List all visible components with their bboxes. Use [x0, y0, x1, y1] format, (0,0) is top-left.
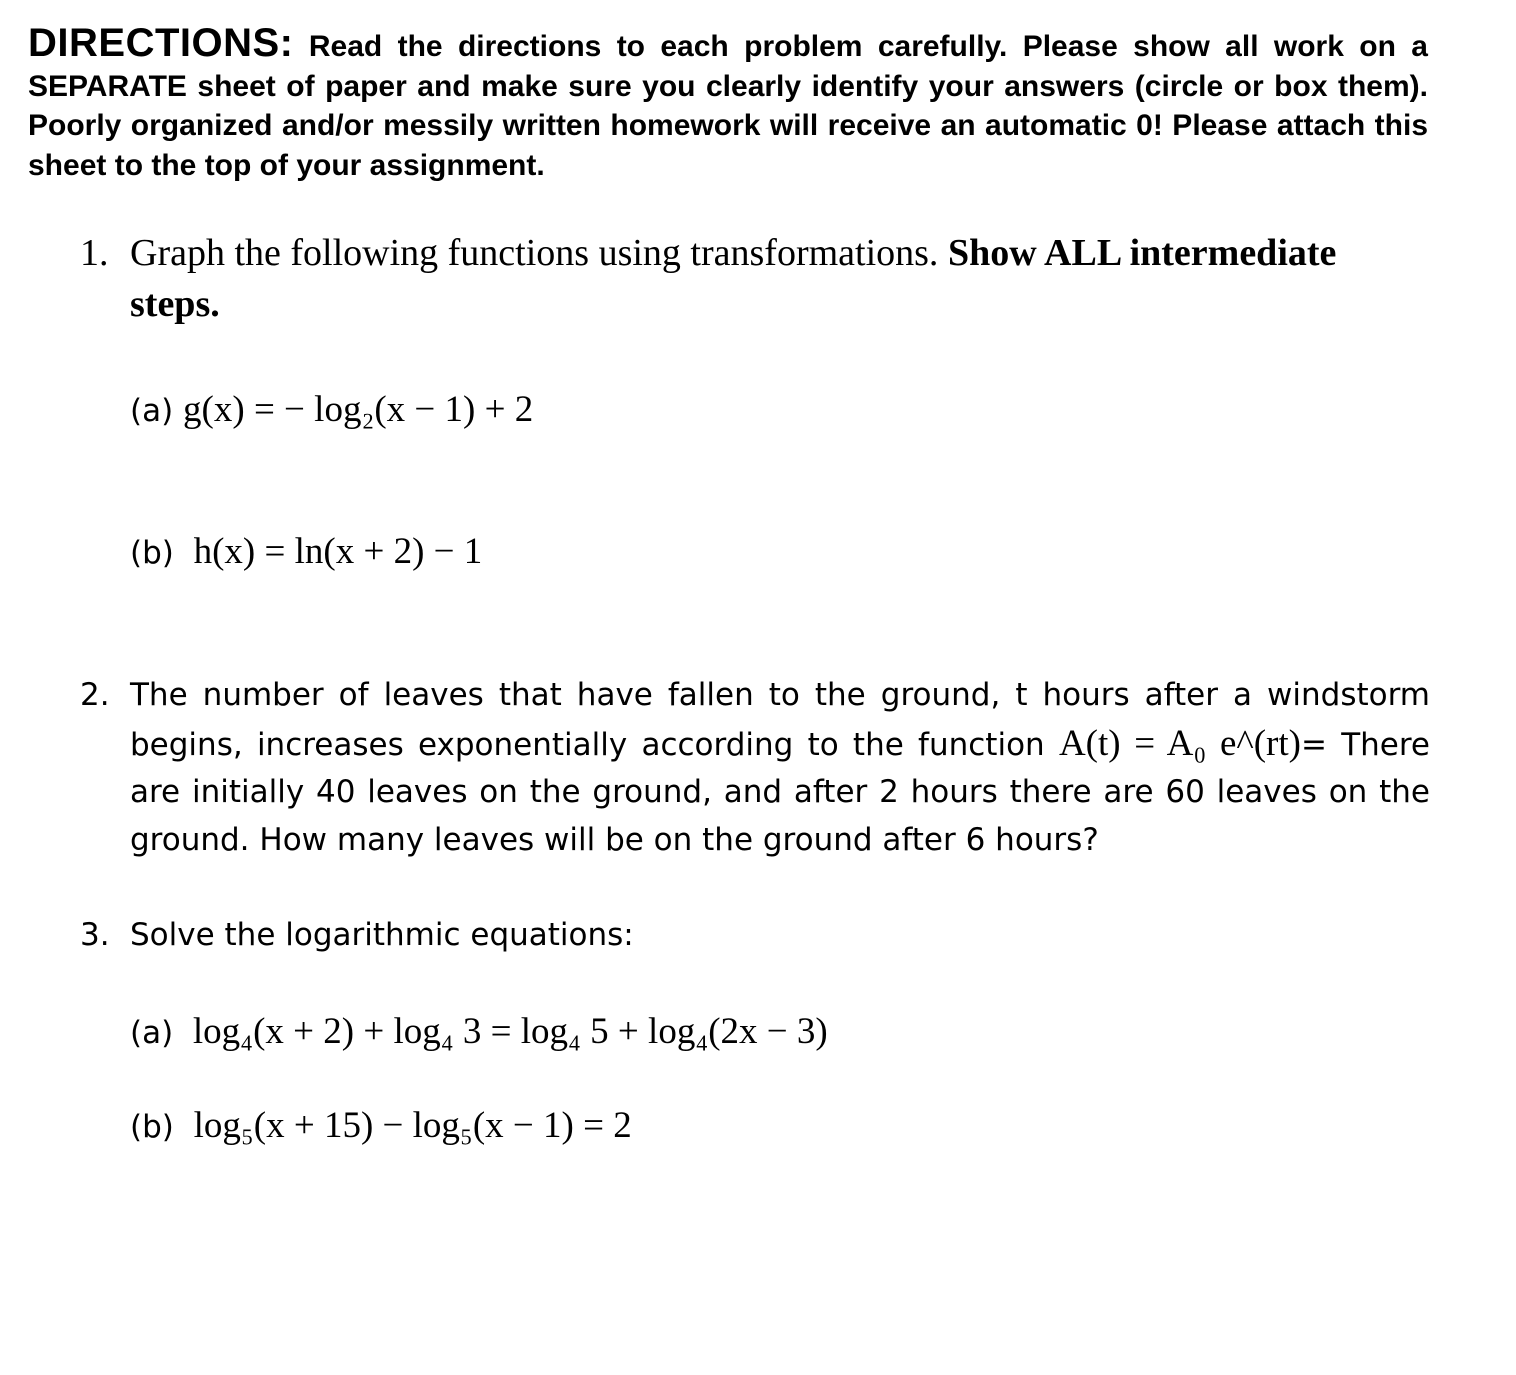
problem-3-number: 3.	[80, 917, 110, 953]
problem-1-bold-text: Show ALL intermediate steps.	[130, 232, 1337, 325]
problem-1b-expression: h(x) = ln(x + 2) − 1	[193, 531, 483, 572]
problem-2	[80, 672, 1430, 864]
problem-3	[80, 912, 1430, 959]
problem-3a	[130, 1010, 828, 1053]
problem-3a-label: (a)	[130, 1015, 174, 1051]
problem-1-text: Graph the following functions using transformations.	[130, 232, 939, 274]
problem-1	[80, 228, 1430, 330]
problem-3b	[130, 1104, 632, 1147]
problem-3-text: Solve the logarithmic equations:	[130, 917, 634, 953]
directions-block	[28, 21, 1428, 185]
problem-3b-label: (b)	[130, 1109, 174, 1145]
problem-1-number: 1.	[80, 232, 109, 274]
problem-2-text-after: = There are initially 40 leaves on the ground, and after 2 hours there are 60 leaves on the ground. How many leaves will be on the ground after 6 hours?	[130, 726, 1430, 858]
problem-1a	[130, 388, 533, 431]
problem-2-text-before: The number of leaves that have fallen to the ground, t hours after a windstorm begins, increases exponentially according to the function	[130, 677, 1430, 763]
problem-3b-expression: log₅(x + 15) − log₅(x − 1) = 2	[193, 1105, 632, 1146]
problem-1a-expression: g(x) = − log₂(x − 1) + 2	[183, 389, 534, 430]
problem-3a-expression: log₄(x + 2) + log₄ 3 = log₄ 5 + log₄(2x − 3)	[192, 1011, 828, 1052]
problem-1b	[130, 530, 482, 573]
problem-1b-label: (b)	[130, 535, 174, 571]
problem-2-formula: A(t) = A₀ e^(rt)	[1058, 722, 1301, 764]
problem-1a-label: (a)	[130, 393, 174, 429]
directions-text: Read the directions to each problem carefully. Please show all work on a SEPARATE sheet of paper and make sure you clearly identify your answers (circle or box them). Poorly organized and/or messily written homework will receive an automatic 0! Please attach this sheet to the top of your assignment.	[28, 30, 1428, 182]
problem-2-number: 2.	[80, 677, 110, 713]
directions-heading: DIRECTIONS:	[28, 21, 294, 65]
